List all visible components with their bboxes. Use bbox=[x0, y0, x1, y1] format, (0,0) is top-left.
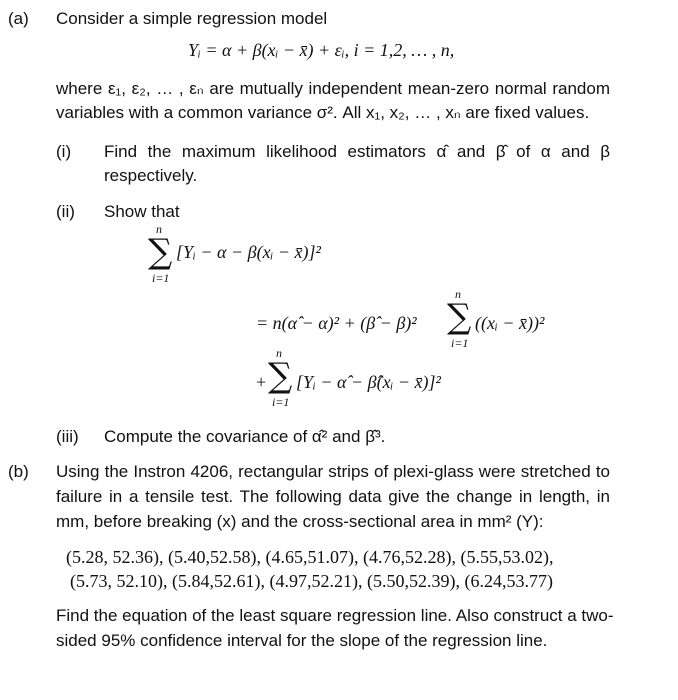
rhs-line-1-sum-term: ((xᵢ − x̄))² bbox=[475, 313, 545, 333]
sum-lower-limit: i=1 bbox=[272, 395, 290, 409]
data-points-line-1: (5.28, 52.36), (5.40,52.58), (4.65,51.07), (4.76,52.28), (5.55,53.02), bbox=[66, 547, 554, 567]
part-b-final-line-1: Find the equation of the least square regression line. Also construct a two- bbox=[56, 606, 614, 625]
model-equation: Yᵢ = α + β(xᵢ − x̄) + εᵢ, i = 1,2, … , n, bbox=[188, 40, 455, 60]
sub-i-label: (i) bbox=[56, 142, 72, 161]
sub-iii-text: Compute the covariance of α̂² and β̂³. bbox=[104, 427, 386, 446]
part-b-label: (b) bbox=[8, 462, 29, 481]
sub-i-line-2: respectively. bbox=[104, 166, 198, 185]
part-b-line-2: failure in a tensile test. The following data give the change in length, in bbox=[56, 487, 610, 506]
summation-symbol: ∑ bbox=[268, 356, 293, 396]
part-a-label: (a) bbox=[8, 9, 29, 28]
part-b-line-3: mm, before breaking (x) and the cross-sectional area in mm² (Y): bbox=[56, 512, 544, 531]
sum-lower-limit: i=1 bbox=[152, 271, 170, 285]
sum-upper-limit: n bbox=[276, 346, 282, 360]
sum-upper-limit: n bbox=[156, 222, 162, 236]
part-a-intro: Consider a simple regression model bbox=[56, 9, 328, 28]
part-b-line-1: Using the Instron 4206, rectangular strips of plexi-glass were stretched to bbox=[56, 462, 610, 481]
sum-lower-limit: i=1 bbox=[451, 336, 469, 350]
summation-symbol: ∑ bbox=[148, 232, 173, 272]
sub-iii-label: (iii) bbox=[56, 427, 79, 446]
sub-i-line-1: Find the maximum likelihood estimators α̂ and β̂ of α and β bbox=[104, 142, 610, 161]
sub-ii-text: Show that bbox=[104, 202, 180, 221]
lhs-expression: [Yᵢ − α − β(xᵢ − x̄)]² bbox=[176, 242, 321, 262]
sub-ii-label: (ii) bbox=[56, 202, 75, 221]
sum-upper-limit: n bbox=[455, 287, 461, 301]
where-line-1: where ε₁, ε₂, … , εₙ are mutually independent mean-zero normal random bbox=[56, 79, 610, 98]
data-points-line-2: (5.73, 52.10), (5.84,52.61), (4.97,52.21), (5.50,52.39), (6.24,53.77) bbox=[70, 571, 553, 591]
rhs-line-2-sum-term: [Yᵢ − α̂ − β̂(xᵢ − x̄)]² bbox=[296, 372, 441, 392]
part-b-final-line-2: sided 95% confidence interval for the slope of the regression line. bbox=[56, 631, 548, 650]
summation-symbol: ∑ bbox=[447, 297, 472, 337]
where-line-2: variables with a common variance σ². All x₁, x₂, … , xₙ are fixed values. bbox=[56, 103, 590, 122]
rhs-line-2-plus: + bbox=[256, 372, 267, 392]
rhs-line-1-prefix: = n(α̂ − α)² + (β̂ − β)² bbox=[256, 313, 417, 333]
